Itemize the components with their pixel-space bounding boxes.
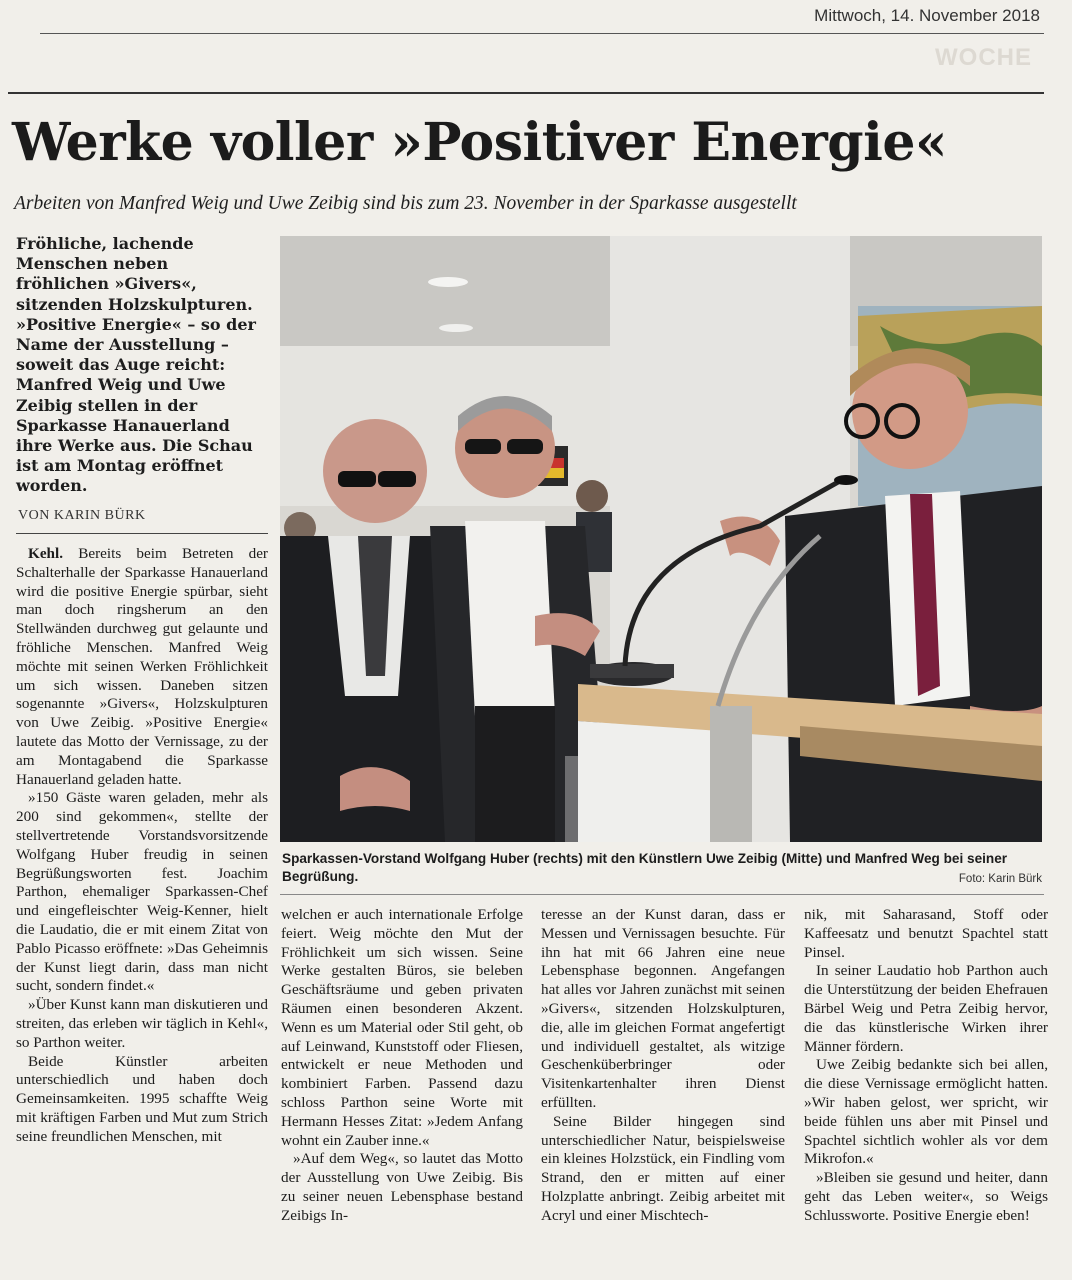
paragraph bbox=[16, 545, 268, 789]
dateline-location: Kehl. bbox=[28, 545, 64, 562]
text-column-2 bbox=[281, 906, 523, 1226]
text-column-4 bbox=[804, 906, 1048, 1226]
headline: Werke voller »Positiver Energie« bbox=[12, 112, 947, 173]
paragraph-text: Bereits beim Betreten der Schalterhalle der Sparkasse Hanauerland wird die positive Energie spürbar, sieht man doch ringsherum an den Stellwänden durchweg gut gelaunte und fröhliche Menschen. Manfred Weig möchte mit seinen Werken Fröhlichkeit um sich wissen. Daneben sitzen sogenannte »Givers«, Holzskulpturen von Uwe Zeibig. »Positive Energie« lautete das Motto der Vernissage, zu der am Montagabend die Sparkasse Hanauerland geladen hatte. bbox=[16, 545, 268, 788]
caption-rule bbox=[280, 894, 1044, 895]
paragraph: teresse an der Kunst daran, dass er Messen und Vernissagen besuchte. Für ihn hat mit 66 Jahren eine neue Lebensphase begonnen. Angefangen hat alles vor Jahren zunächst mit seinen »Givers«, sitzenden Holzskulpturen, die, alle im gleichen Format angefertigt und individuell gestaltet, als witzige Geschenküberbringer oder Visitenkartenhalter ihren Dienst erfüllten. bbox=[541, 906, 785, 1111]
photo-illustration bbox=[280, 236, 1042, 842]
paragraph: Beide Künstler arbeiten unterschiedlich und haben doch Gemeinsamkeiten. 1995 schaffte Weig mit kräftigen Farben und Mut zum Strich seine freundlichen Menschen, mit bbox=[16, 1052, 268, 1145]
subheadline: Arbeiten von Manfred Weig und Uwe Zeibig sind bis zum 23. November in der Sparkasse ausgestellt bbox=[14, 193, 797, 214]
photo-caption: Sparkassen-Vorstand Wolfgang Huber (rechts) mit den Künstlern Uwe Zeibig (Mitte) und Manfred Weg bei seiner Begrüßung. bbox=[282, 851, 1008, 884]
paragraph: »Bleiben sie gesund und heiter, dann geht das Leben weiter«, so Weigs Schlussworte. Positive Energie eben! bbox=[804, 1169, 1048, 1224]
lead-paragraph: Fröhliche, lachende Menschen neben fröhlichen »Givers«, sitzenden Holzskulpturen. »Positive Energie« – so der Name der Ausstellung – soweit das Auge reicht: Manfred Weig und Uwe Zeibig stellen in der Sparkasse Hanauerland ihre Werke aus. Die Schau ist am Montag eröffnet worden. bbox=[16, 234, 256, 496]
paragraph: welchen er auch internationale Erfolge feiert. Weig möchte den Mut der Fröhlichkeit um sich wissen. Seine Werke gestalten Büros, sie beleben Geschäftsräume und geben privaten Räumen einen besonderen Akzent. Wenn es um Material oder Stil geht, ob auf Leinwand, Kunststoff oder Fliesen, entwickelt er neue Methoden und kombiniert Farben. Passend dazu schloss Parthon seine Worte mit Hermann Hesses Zitat: »Jedem Anfang wohnt ein Zauber inne.« bbox=[281, 906, 523, 1149]
section-rule bbox=[8, 92, 1044, 94]
paragraph: »150 Gäste waren geladen, mehr als 200 sind gekommen«, stellte der stellvertretende Vorstandsvorsitzende Wolfgang Huber freudig in seinen Begrüßungsworten fest. Joachim Parthon, ehemaliger Sparkassen-Chef und eingefleischter Weig-Kenner, hielt die Laudatio, die er mit einem Zitat von Pablo Picasso eröffnete: »Das Geheimnis der Kunst liegt darin, dass man nicht sucht, sondern findet.« bbox=[16, 789, 268, 995]
byline: VON KARIN BÜRK bbox=[18, 508, 146, 523]
paragraph: nik, mit Saharasand, Stoff oder Kaffeesatz und benutzt Spachtel statt Pinsel. bbox=[804, 906, 1048, 961]
bleed-through-text: WOCHE bbox=[935, 44, 1032, 71]
paragraph: »Auf dem Weg«, so lautet das Motto der Ausstellung von Uwe Zeibig. Bis zu seiner neuen Lebensphase bestand Zeibigs In- bbox=[281, 1150, 523, 1224]
article-photo bbox=[280, 236, 1042, 842]
paragraph: In seiner Laudatio hob Parthon auch die Unterstützung der beiden Ehefrauen Bärbel Weig und Petra Zeibig hervor, die das künstlerische Wirken ihrer Männer fördern. bbox=[804, 962, 1048, 1055]
text-column-1 bbox=[16, 545, 268, 1147]
paragraph: Uwe Zeibig bedankte sich bei allen, die diese Vernissage ermöglicht hatten. »Wir haben gelost, wer spricht, wir beide fühlen uns aber mit Pinsel und Spachtel sichtlich wohler als vor dem Mikrofon.« bbox=[804, 1056, 1048, 1168]
paragraph: Seine Bilder hingegen sind unterschiedlicher Natur, beispielsweise ein kleines Holzstück, ein Findling vom Strand, den er mitten auf einer Holzplatte anbringt. Zeibig arbeitet mit Acryl und einer Mischtech- bbox=[541, 1112, 785, 1224]
dateline: Mittwoch, 14. November 2018 bbox=[814, 6, 1040, 25]
photo-credit: Foto: Karin Bürk bbox=[958, 873, 1042, 885]
byline-rule bbox=[16, 533, 268, 534]
header-rule bbox=[40, 33, 1044, 34]
paragraph: »Über Kunst kann man diskutieren und streiten, das erleben wir täglich in Kehl«, so Parthon weiter. bbox=[16, 996, 268, 1051]
text-column-3 bbox=[541, 906, 785, 1226]
